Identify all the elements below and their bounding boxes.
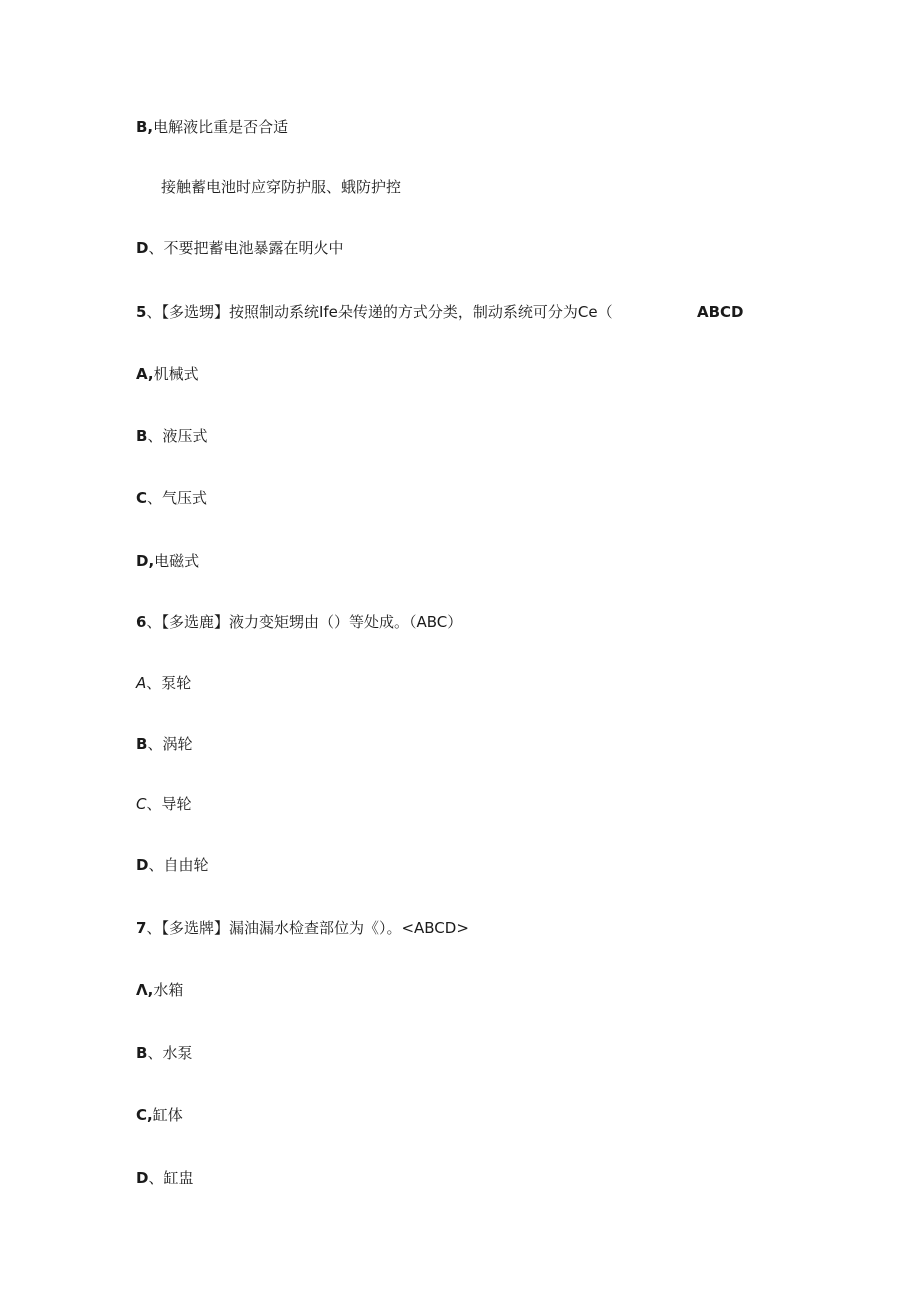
option-label: B [136, 1044, 148, 1062]
option-b-line [136, 117, 288, 137]
option-text: 接触蓄电池时应穿防护服、蛾防护控 [161, 178, 402, 196]
option-text: 、涡轮 [147, 735, 193, 753]
option-label: D, [136, 552, 155, 570]
option-c-line [136, 1105, 183, 1125]
option-text: 、不要把蓄电池暴露在明火中 [148, 239, 344, 257]
option-label: B, [136, 118, 154, 136]
option-text: 、气压式 [147, 489, 208, 507]
question-6 [136, 612, 462, 632]
question-number: 7 [136, 919, 147, 937]
option-a-line [136, 980, 183, 1000]
option-label: C [136, 795, 147, 813]
option-b-line [136, 1043, 192, 1063]
question-5 [136, 302, 613, 322]
question-number: 5 [136, 303, 147, 321]
option-c-line [161, 177, 401, 197]
option-text: 水箱 [153, 981, 184, 999]
option-c-line [136, 488, 207, 508]
question-text: 、【多选牌】漏油漏水检查部位为《）。<ABCD> [146, 919, 469, 937]
option-label: B [136, 427, 148, 445]
option-label: B [136, 735, 148, 753]
option-text: 、泵轮 [146, 674, 192, 692]
option-b-line [136, 734, 192, 754]
option-text: 、液压式 [147, 427, 208, 445]
option-text: 、水泵 [147, 1044, 193, 1062]
option-label: C [136, 489, 148, 507]
question-7 [136, 918, 469, 938]
option-d-line [136, 855, 208, 875]
option-label: A [136, 674, 147, 692]
option-text: 机械式 [153, 365, 199, 383]
option-text: 、导轮 [146, 795, 192, 813]
question-text: 、【多选甥】按照制动系统Ife朵传递的方式分类，制动系统可分为Ce（ [146, 303, 613, 321]
option-d-line [136, 238, 343, 258]
option-text: 、自由轮 [148, 856, 209, 874]
option-text: 缸体 [152, 1106, 183, 1124]
option-label: C, [136, 1106, 153, 1124]
option-label: D [136, 239, 149, 257]
option-text: 、缸盅 [148, 1169, 194, 1187]
option-c-line [136, 794, 192, 814]
option-label: D [136, 856, 149, 874]
option-d-line [136, 1168, 193, 1188]
option-d-line [136, 551, 199, 571]
option-label: A, [136, 365, 154, 383]
question-text: 、【多选鹿】液力变矩甥由（）等处成。（ABC） [146, 613, 463, 631]
option-label: Λ, [136, 981, 154, 999]
option-a-line [136, 673, 191, 693]
question-5-answer: ABCD [697, 303, 744, 321]
option-text: 电解液比重是否合适 [153, 118, 289, 136]
option-label: D [136, 1169, 149, 1187]
option-b-line [136, 426, 207, 446]
option-text: 电磁式 [154, 552, 200, 570]
option-a-line [136, 364, 199, 384]
question-number: 6 [136, 613, 147, 631]
